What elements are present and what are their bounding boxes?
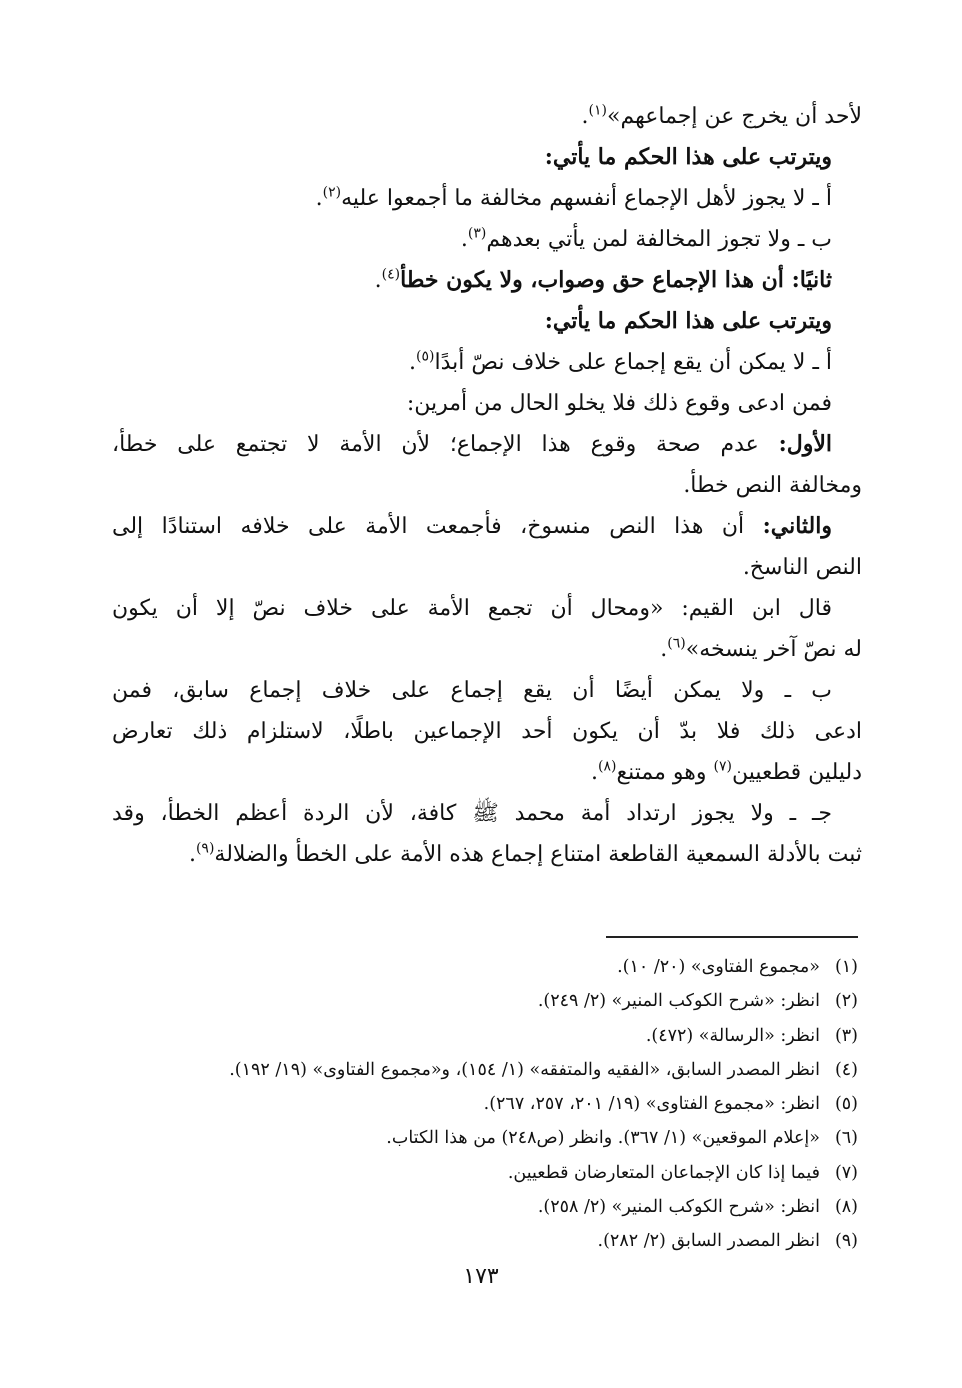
footnote-ref[interactable]: (٦) <box>667 635 686 652</box>
line-text: دليلين قطعيين <box>731 760 862 785</box>
footnote-ref[interactable]: (٧) <box>713 758 732 775</box>
footnote-ref[interactable]: (١) <box>588 102 608 119</box>
footnote-text: انظر المصدر السابق (٢/ ٢٨٢). <box>597 1231 820 1252</box>
period: . <box>409 350 417 375</box>
line-text: ب ـ ولا تجوز المخالفة لمن يأتي بعدهم <box>486 227 832 252</box>
footnote-number: (٧) <box>834 1162 858 1183</box>
text-line-1 <box>112 96 862 137</box>
footnote-number: (٥) <box>834 1094 858 1115</box>
period: . <box>581 104 589 129</box>
text-line-12: النص الناسخ. <box>742 555 862 580</box>
period: . <box>374 268 382 293</box>
line-text: لأحد أن يخرج عن إجماعهم» <box>607 104 862 129</box>
period: . <box>188 842 196 867</box>
period: . <box>315 186 323 211</box>
footnote-3 <box>100 1019 858 1053</box>
main-text <box>112 96 862 875</box>
period: . <box>460 227 468 252</box>
footnote-text: «إعلام الموقعين» (١/ ٣٦٧). وانظر (ص٢٤٨) من هذا الكتاب. <box>386 1128 820 1149</box>
text-line-11 <box>112 506 862 547</box>
lead-word: الأول: <box>778 431 832 457</box>
footnote-ref[interactable]: (٢) <box>322 184 342 201</box>
text-line-14 <box>112 629 862 670</box>
footnote-ref[interactable]: (٥) <box>416 348 435 365</box>
period: . <box>590 760 598 785</box>
footnote-number: (٣) <box>834 1025 858 1046</box>
footnote-text: انظر: «الرسالة» (٤٧٢). <box>645 1025 820 1046</box>
footnote-5 <box>100 1087 858 1121</box>
line-text: وهو ممتنع <box>616 760 714 785</box>
lead-word: والثاني: <box>762 513 832 539</box>
footnote-number: (٦) <box>834 1128 858 1149</box>
footnote-number: (٩) <box>834 1231 858 1252</box>
text-line-17 <box>112 752 862 793</box>
text-line-6: ويترتب على هذا الحكم ما يأتي: <box>544 308 832 334</box>
footnote-4 <box>100 1053 858 1087</box>
text-line-19 <box>112 834 862 875</box>
footnote-text: انظر: «شرح الكوكب المنير» (٢/ ٢٤٩). <box>537 991 820 1012</box>
page-number: ١٧٣ <box>463 1264 499 1289</box>
text-line-4 <box>112 219 862 260</box>
footnote-text: «مجموع الفتاوى» (٢٠/ ١٠). <box>617 957 820 977</box>
text-line-8: فمن ادعى وقوع ذلك فلا يخلو الحال من أمرين: <box>406 391 832 416</box>
footnote-2 <box>100 984 858 1018</box>
footnote-8 <box>100 1190 858 1224</box>
text-line-5 <box>112 260 862 301</box>
footnote-ref[interactable]: (٨) <box>597 758 617 775</box>
text-line-2: ويترتب على هذا الحكم ما يأتي: <box>544 144 832 170</box>
text-line-18: جـ ـ ولا يجوز ارتداد أمة محمد ﷺ كافة، لأن الردة أعظم الخطأ، وقد <box>112 801 832 826</box>
footnote-9 <box>100 1224 858 1258</box>
text-line-10: ومخالفة النص خطأ. <box>683 473 862 498</box>
text-line-15: ب ـ ولا يمكن أيضًا أن يقع إجماع على خلاف إجماع سابق، فمن <box>112 678 832 703</box>
text-line-13: قال ابن القيم: «ومحال أن تجمع الأمة على خلاف نصّ إلا أن يكون <box>112 596 832 621</box>
text-line-3 <box>112 178 862 219</box>
footnote-text: فيما إذا كان الإجماعان المتعارضان قطعيين. <box>507 1162 820 1183</box>
footnote-ref[interactable]: (٩) <box>195 840 215 857</box>
line-text: أن هذا النص منسوخ، فأجمعت الأمة على خلافه استنادًا إلى <box>112 514 763 539</box>
footnote-6 <box>100 1121 858 1155</box>
period: . <box>660 637 668 662</box>
line-text: أ ـ لا يمكن أن يقع إجماع على خلاف نصّ أبدًا <box>434 350 832 375</box>
footnote-text: انظر: «مجموع الفتاوى» (١٩/ ٢٠١، ٢٥٧، ٢٦٧). <box>483 1094 820 1115</box>
footnote-number: (٨) <box>834 1197 858 1218</box>
line-text: ثبت بالأدلة السمعية القاطعة امتناع إجماع هذه الأمة على الخطأ والضلالة <box>214 842 862 867</box>
footnote-7 <box>100 1156 858 1190</box>
section-heading: ثانيًا: أن هذا الإجماع حق وصواب، ولا يكون خطأ <box>400 267 832 293</box>
text-line-9 <box>112 424 862 465</box>
footnote-number: (٢) <box>834 991 858 1012</box>
footnote-number: (١) <box>834 957 858 977</box>
line-text: عدم صحة وقوع هذا الإجماع؛ لأن الأمة لا تجتمع على خطأ، <box>112 432 779 457</box>
footnote-separator <box>606 936 858 938</box>
footnotes <box>100 950 858 1259</box>
footnote-text: انظر: «شرح الكوكب المنير» (٢/ ٢٥٨). <box>537 1197 820 1218</box>
footnote-ref[interactable]: (٣) <box>467 225 487 242</box>
text-line-16: ادعى ذلك فلا بدّ أن يكون أحد الإجماعين باطلًا، لاستلزام ذلك تعارض <box>112 719 862 744</box>
text-line-7 <box>112 342 862 383</box>
line-text: أ ـ لا يجوز لأهل الإجماع أنفسهم مخالفة ما أجمعوا عليه <box>341 186 832 211</box>
footnote-ref[interactable]: (٤) <box>381 266 401 283</box>
line-text: له نصّ آخر ينسخه» <box>685 637 862 662</box>
footnote-number: (٤) <box>834 1059 858 1080</box>
footnote-1 <box>100 950 858 984</box>
footnote-text: انظر المصدر السابق، «الفقيه والمتفقه» (١/ ١٥٤)، و«مجموع الفتاوى» (١٩/ ١٩٢). <box>229 1059 820 1080</box>
